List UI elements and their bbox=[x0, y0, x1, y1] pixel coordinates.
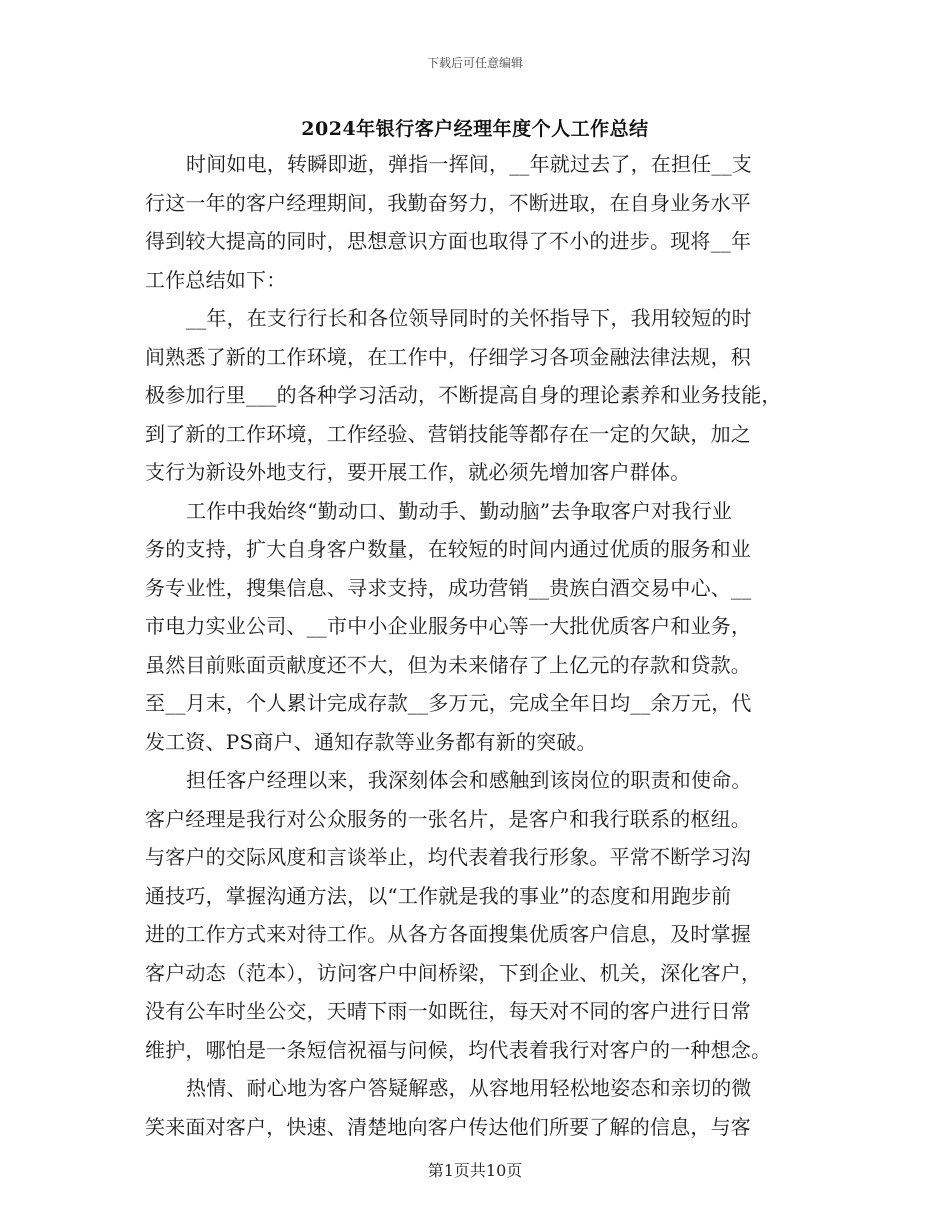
paragraph-line: 笑来面对客户，快速、清楚地向客户传达他们所要了解的信息，与客 bbox=[145, 1114, 751, 1139]
paragraph-line: 客户经理是我行对公众服务的一张名片，是客户和我行联系的枢纽。 bbox=[145, 806, 751, 831]
paragraph-line: 工作中我始终“勤动口、勤动手、勤动脑”去争取客户对我行业 bbox=[186, 498, 733, 523]
paragraph-line: 客户动态（范本），访问客户中间桥梁，下到企业、机关，深化客户， bbox=[145, 960, 762, 985]
paragraph-line: 虽然目前账面贡献度还不大，但为未来储存了上亿元的存款和贷款。 bbox=[145, 652, 751, 677]
header-note: 下载后可任意编辑 bbox=[426, 56, 523, 70]
paragraph-line: 维护，哪怕是一条短信祝福与问候，均代表着我行对客户的一种想念。 bbox=[145, 1037, 772, 1062]
paragraph-line: 务的支持，扩大自身客户数量，在较短的时间内通过优质的服务和业 bbox=[145, 537, 751, 561]
paragraph-line: 担任客户经理以来，我深刻体会和感触到该岗位的职责和使命。 bbox=[186, 768, 752, 792]
paragraph-line: 得到较大提高的同时，思想意识方面也取得了不小的进步。现将__年 bbox=[145, 229, 752, 253]
paragraph-line: 时间如电，转瞬即逝，弹指一挥间，__年就过去了，在担任__支 bbox=[186, 152, 752, 176]
page-number: 第1页共10页 bbox=[427, 1161, 523, 1180]
paragraph-line: 发工资、PS商户、通知存款等业务都有新的突破。 bbox=[145, 729, 597, 754]
paragraph-line: 工作总结如下： bbox=[145, 267, 287, 292]
paragraph-line: 支行为新设外地支行，要开展工作，就必须先增加客户群体。 bbox=[145, 460, 691, 484]
paragraph-line: 与客户的交际风度和言谈举止，均代表着我行形象。平常不断学习沟 bbox=[145, 845, 751, 869]
document-title: 2024年银行客户经理年度个人工作总结 bbox=[301, 118, 649, 140]
paragraph-line: __年，在支行行长和各位领导同时的关怀指导下，我用较短的时 bbox=[186, 306, 752, 330]
document-body bbox=[145, 145, 810, 1146]
paragraph-line: 务专业性，搜集信息、寻求支持，成功营销__贵族白酒交易中心、__ bbox=[145, 575, 752, 600]
paragraph-line: 进的工作方式来对待工作。从各方各面搜集优质客户信息，及时掌握 bbox=[145, 922, 751, 946]
paragraph-line: 行这一年的客户经理期间，我勤奋努力，不断进取，在自身业务水平 bbox=[145, 190, 751, 215]
paragraph-line: 市电力实业公司、__市中小企业服务中心等一大批优质客户和业务， bbox=[145, 614, 752, 638]
paragraph-line: 没有公车时坐公交，天晴下雨一如既往，每天对不同的客户进行日常 bbox=[145, 999, 751, 1023]
paragraph-line: 极参加行里___的各种学习活动，不断提高自身的理论素养和业务技能， bbox=[145, 383, 782, 407]
paragraph-line: 至__月末，个人累计完成存款__多万元，完成全年日均__余万元，代 bbox=[145, 691, 752, 715]
paragraph-line: 通技巧，掌握沟通方法，以“工作就是我的事业”的态度和用跑步前 bbox=[145, 883, 732, 908]
paragraph-line: 热情、耐心地为客户答疑解惑，从容地用轻松地姿态和亲切的微 bbox=[186, 1076, 752, 1100]
paragraph-line: 到了新的工作环境，工作经验、营销技能等都存在一定的欠缺，加之 bbox=[145, 421, 751, 446]
paragraph-line: 间熟悉了新的工作环境，在工作中，仔细学习各项金融法律法规，积 bbox=[145, 344, 751, 369]
